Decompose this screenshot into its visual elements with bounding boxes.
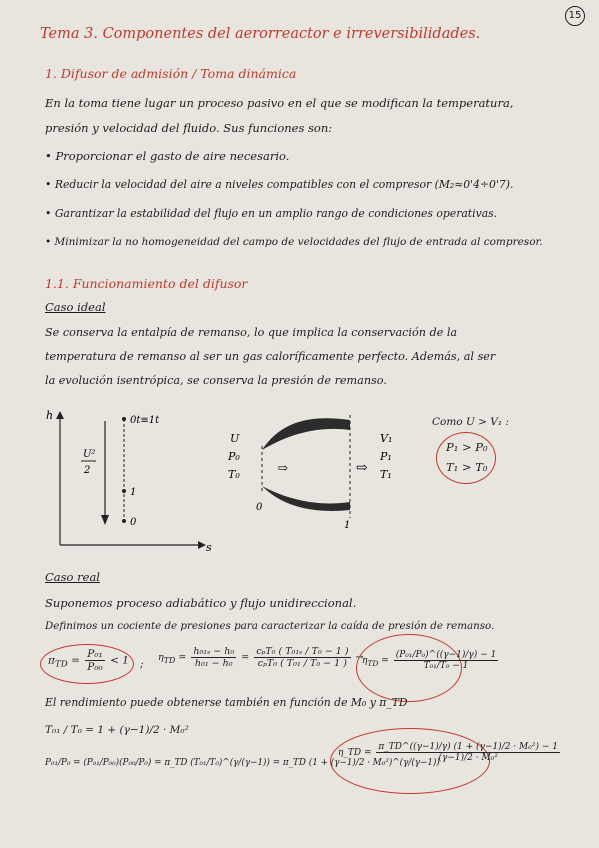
eta-numerator-3: (P₀₁/P₀)^((γ−1)/γ) − 1 — [395, 650, 497, 660]
eta-fraction-1 — [191, 646, 236, 669]
temperature-ratio-lhs: T₀₁ / T₀ — [45, 724, 82, 736]
state-1-point — [122, 489, 126, 493]
eta-result: $\eta_{TD}$ = $\frac{\text{(P₀₁/P₀)\textasciicircum{}((γ−1)/γ) − 1}}{\text{T₀₁/T₀ − 1}}$ — [362, 650, 497, 671]
outlet-velocity-label: V₁ — [380, 432, 393, 445]
section-1-heading: 1. Difusor de admisión / Toma dinámica — [45, 66, 297, 81]
pi-td-equation: $\pi_{TD}$ = $\frac{\text{P₀₁}}{\text{P₀₀}}$ < 1 — [48, 648, 129, 673]
ideal-line-2: temperatura de remanso al ser un gas caloríficamente perfecto. Además, al ser — [45, 350, 496, 363]
section-1-1-heading: 1.1. Funcionamiento del difusor — [45, 276, 248, 291]
pi-fraction — [85, 648, 104, 673]
diffuser-upper-wall — [262, 418, 350, 450]
como-pressure: P₁ > P₀ — [446, 440, 488, 454]
ideal-line-3: la evolución isentrópica, se conserva la presión de remanso. — [45, 374, 387, 387]
bullet-text: Minimizar la no homogeneidad del campo de velocidades del flujo de entrada al compresor. — [54, 236, 543, 248]
semicolon: ; — [140, 658, 144, 670]
rendimiento-line: El rendimiento puede obtenerse también en función de M₀ y π_TD — [45, 696, 408, 709]
page-title: Tema 3. Componentes del aerorreactor e irreversibilidades. — [40, 26, 481, 42]
page-number: 15 — [565, 6, 585, 26]
eta-denominator-3: T₀₁/T₀ − 1 — [423, 661, 469, 671]
diffuser-sketch — [222, 410, 422, 530]
inlet-velocity-label: U — [230, 432, 240, 445]
eta-symbol: η — [158, 652, 164, 663]
outlet-pressure-label: P₁ — [380, 450, 392, 463]
real-line-1: Suponemos proceso adiabático y flujo unidireccional. — [45, 596, 357, 610]
como-text: Como U > V₁ : — [432, 416, 509, 428]
pressure-ratio-equation: P₀₁/P₀ = (P₀₁/P₀₀)(P₀₀/P₀) = π_TD (T₀₁/T₀)^(γ/(γ−1)) = π_TD (1 + (γ−1)/2 · M₀²)^(γ/(γ−1)) — [45, 758, 440, 768]
intro-line-2: presión y velocidad del fluido. Sus funciones son: — [45, 121, 333, 135]
caso-ideal-label: Caso ideal — [45, 300, 106, 314]
ideal-line-1: Se conserva la entalpía de remanso, lo que implica la conservación de la — [45, 326, 458, 339]
outlet-temperature-label: T₁ — [380, 468, 392, 481]
real-line-2: Definimos un cociente de presiones para caracterizar la caída de presión de remanso. — [45, 620, 495, 632]
state-stagnation-point — [122, 417, 126, 421]
h-axis-arrow — [56, 411, 64, 419]
final-eta-symbol: η_TD = — [338, 748, 372, 758]
velocity-arrow-head — [101, 515, 109, 525]
pi-subscript: TD — [54, 659, 68, 670]
bullet-item: • Reducir la velocidad del aire a niveles compatibles con el compresor (M₂≈0'4÷0'7). — [45, 178, 514, 191]
como-temperature: T₁ > T₀ — [446, 460, 488, 474]
bullet-item: • Garantizar la estabilidad del flujo en un amplio rango de condiciones operativas. — [45, 207, 498, 220]
final-eta-equation — [338, 742, 562, 763]
h-axis-label: h — [46, 409, 54, 422]
inlet-flow-arrow: ⇨ — [278, 461, 289, 475]
stagnation-label: 0t≡1t — [130, 415, 160, 426]
bullet-item: • Proporcionar el gasto de aire necesario. — [45, 149, 290, 163]
pi-numerator: P₀₁ — [87, 648, 103, 660]
s-axis-arrow — [198, 541, 206, 549]
temperature-ratio-rhs: = 1 + (γ−1)/2 · M₀² — [85, 724, 189, 736]
two-label: 2 — [84, 465, 91, 476]
s-axis-label: s — [206, 541, 212, 554]
eta-subscript: TD — [163, 655, 176, 665]
bullet-item: • Minimizar la no homogeneidad del campo de velocidades del flujo de entrada al compresor. — [45, 236, 543, 248]
outlet-flow-arrow: ⇨ — [356, 460, 368, 476]
eta-fraction-2 — [254, 646, 350, 669]
intro-line-1: En la toma tiene lugar un proceso pasivo en el que se modifican la temperatura, — [45, 96, 514, 110]
pi-denominator: P₀₀ — [87, 661, 103, 673]
hs-diagram — [38, 405, 228, 555]
inlet-temperature-label: T₀ — [228, 468, 240, 481]
bullet-text: Reducir la velocidad del aire a niveles compatibles con el compresor (M₂≈0'4÷0'7). — [54, 178, 514, 191]
bullet-text: Proporcionar el gasto de aire necesario. — [55, 149, 290, 163]
final-eta-denominator: (γ−1)/2 · M₀² — [438, 753, 498, 763]
eta-numerator-2: cₚT₀ ( T₀₁ₛ / T₀ − 1 ) — [256, 646, 349, 657]
u-squared-label: U² — [83, 449, 96, 460]
diffuser-lower-wall — [262, 486, 350, 511]
eta-denominator-2: cₚT₀ ( T₀₁ / T₀ − 1 ) — [257, 658, 347, 669]
bullet-text: Garantizar la estabilidad del flujo en un amplio rango de condiciones operativas. — [54, 207, 498, 220]
eta-denominator-1: h₀₁ − h₀ — [194, 658, 233, 669]
inlet-pressure-label: P₀ — [228, 450, 240, 463]
station-0-label: 0 — [256, 502, 263, 513]
final-eta-fraction — [376, 742, 560, 763]
eta-td-definition: $\eta_{TD}$ = $\frac{\text{h₀₁ₛ − h₀}}{\text{h₀₁ − h₀}}$ = $\frac{\text{cₚT₀ ( T₀₁ₛ / T₀ − 1 )}}{\text{cₚT₀ ( T₀₁ / T₀ − 1 )}}$ → — [158, 646, 364, 669]
station-1-label: 1 — [344, 520, 351, 530]
pi-symbol: π — [48, 654, 55, 667]
caso-real-label: Caso real — [45, 570, 100, 584]
state-0-label: 0 — [130, 517, 137, 528]
eta-numerator-1: h₀₁ₛ − h₀ — [193, 646, 235, 657]
final-eta-numerator: π_TD^((γ−1)/γ) (1 + (γ−1)/2 · M₀²) − 1 — [378, 742, 558, 752]
eta-fraction-3 — [394, 650, 499, 671]
state-0-point — [122, 519, 126, 523]
pi-relation: < 1 — [110, 654, 129, 667]
state-1-label: 1 — [130, 487, 137, 498]
temperature-ratio-equation — [45, 724, 189, 736]
